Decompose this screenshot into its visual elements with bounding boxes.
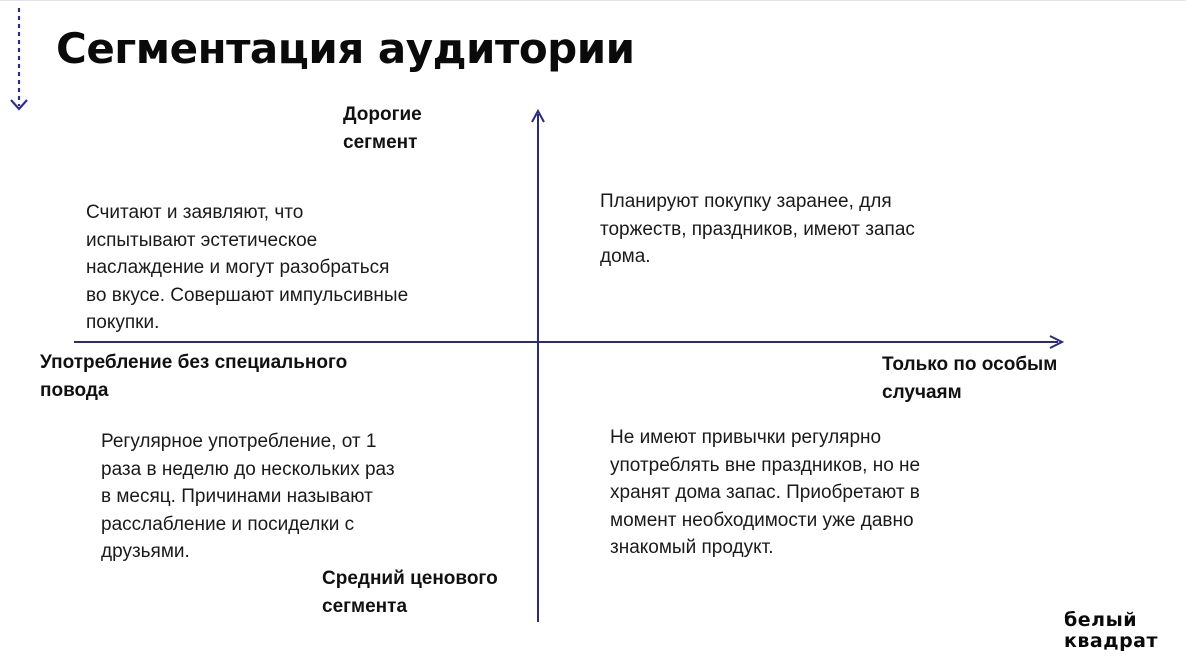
axis-label-right-line: Только по особым <box>882 354 1058 375</box>
axis-label-bottom-line: Средний ценового <box>322 568 498 589</box>
quadrant-text-line: Считают и заявляют, что <box>86 202 304 223</box>
quadrant-top-left-text <box>86 199 408 337</box>
quadrant-text-line: употреблять вне праздников, но не <box>610 454 921 476</box>
quadrant-text-line: момент необходимости уже давно <box>610 509 914 531</box>
quadrant-text-line: дома. <box>600 246 651 267</box>
quadrant-text-line: знакомый продукт. <box>610 537 774 558</box>
axis-label-top-line: Дорогие <box>343 104 422 125</box>
quadrant-text-line: хранят дома запас. Приобретают в <box>610 482 920 503</box>
axis-label-left-line: повода <box>40 380 109 401</box>
quadrant-text-line: испытывают эстетическое <box>86 229 318 251</box>
axis-label-bottom-line: сегмента <box>322 596 408 617</box>
brand-logo-line: белый <box>1064 609 1138 631</box>
quadrant-text-line: Не имеют привычки регулярно <box>610 427 882 448</box>
axis-label-top <box>343 101 422 157</box>
quadrant-text-line: Регулярное употребление, от 1 <box>101 431 377 452</box>
axis-label-bottom <box>322 565 498 621</box>
quadrant-text-line: расслабление и посиделки с <box>101 513 355 535</box>
brand-logo-line: квадрат <box>1064 630 1159 652</box>
axis-label-top-line: сегмент <box>343 132 418 153</box>
quadrant-text-line: покупки. <box>86 312 160 333</box>
page-title: Сегментация аудитории <box>56 24 635 73</box>
axis-label-left <box>40 349 347 405</box>
brand-logo <box>1064 610 1158 652</box>
axis-label-right-line: случаям <box>882 382 962 403</box>
quadrant-top-right-text <box>600 188 915 271</box>
quadrant-text-line: Планируют покупку заранее, для <box>600 191 892 212</box>
quadrant-bottom-left-text <box>101 428 395 566</box>
quadrant-text-line: в месяц. Причинами называют <box>101 486 373 507</box>
quadrant-text-line: во вкусе. Совершают импульсивные <box>86 284 409 306</box>
quadrant-text-line: друзьями. <box>101 541 190 562</box>
quadrant-text-line: наслаждение и могут разобраться <box>86 257 390 278</box>
quadrant-bottom-right-text <box>610 424 920 562</box>
axis-label-left-line: Употребление без специального <box>40 352 348 373</box>
axis-label-right <box>882 351 1057 407</box>
quadrant-text-line: раза в неделю до нескольких раз <box>101 458 395 480</box>
quadrant-text-line: торжеств, праздников, имеют запас <box>600 218 915 240</box>
